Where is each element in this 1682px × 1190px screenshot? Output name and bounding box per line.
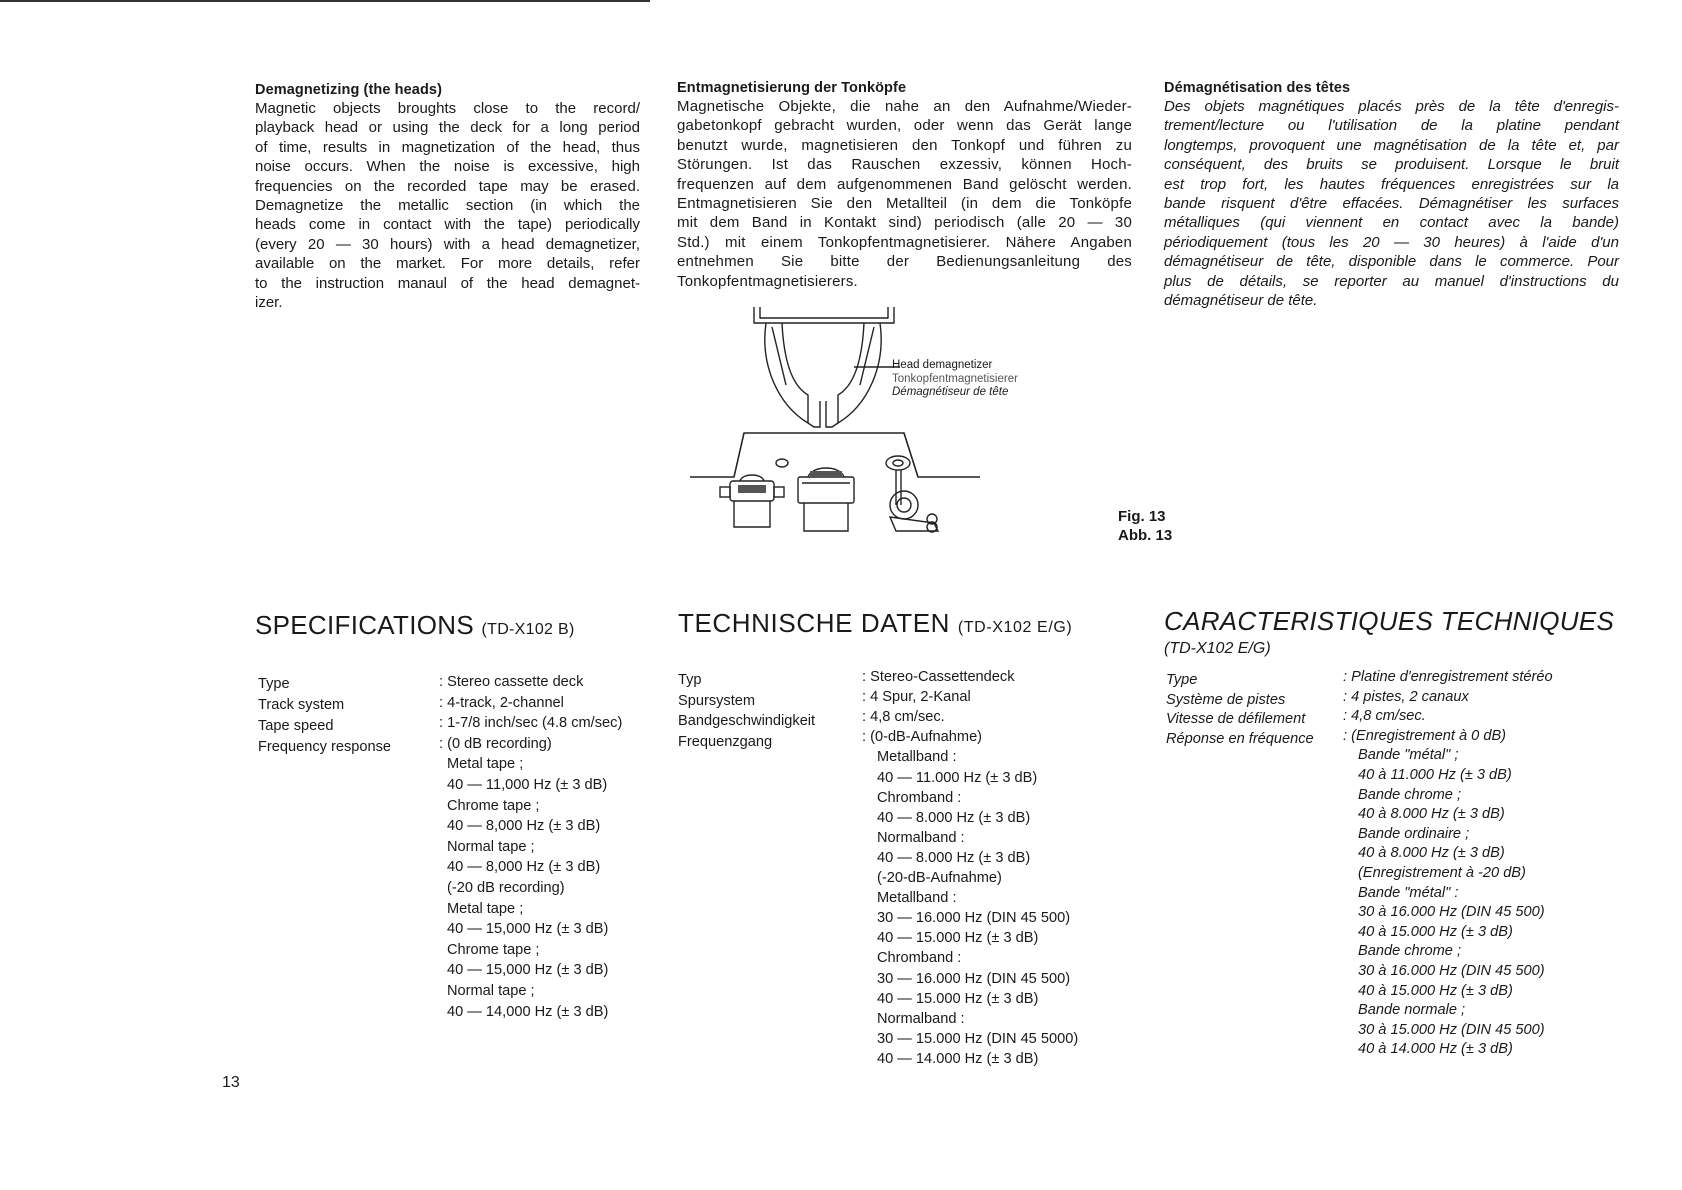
- demag-en-text: [255, 99, 640, 312]
- specs-de-model: (TD-X102 E/G): [957, 619, 1073, 636]
- spec-row: (Enregistrement à -20 dB): [1358, 865, 1526, 881]
- specs-en-model: (TD-X102 B): [481, 621, 575, 638]
- spec-row: Metal tape ;: [447, 900, 524, 917]
- spec-row: 40 à 14.000 Hz (± 3 dB): [1358, 1041, 1513, 1058]
- spec-row: : 1-7/8 inch/sec (4.8 cm/sec): [439, 715, 623, 732]
- paragraph-line: frequenzen auf dem aufgenommenen Band gelöscht werden.: [677, 175, 1132, 193]
- spec-row: 40 à 15.000 Hz (± 3 dB): [1358, 923, 1513, 940]
- spec-row: : (0-dB-Aufnahme): [862, 729, 983, 746]
- spec-row: 40 — 14.000 Hz (± 3 dB): [877, 1050, 1039, 1067]
- spec-row: 40 à 8.000 Hz (± 3 dB): [1358, 845, 1505, 862]
- spec-row: Vitesse de défilement: [1166, 711, 1306, 728]
- paragraph-line: gabetonkopf gebracht wurden, oder wenn das Gerät lange: [677, 117, 1132, 135]
- paragraph-line: Std.) mit einem Tonkopfentmagnetisierer. Nähere Angaben: [677, 233, 1132, 251]
- spec-row: Frequency response: [258, 739, 392, 755]
- spec-row: (-20-dB-Aufnahme): [877, 870, 1002, 886]
- paragraph-line: mit dem Band in Kontakt sind) periodisch (alle 20 — 30: [677, 214, 1132, 232]
- paragraph-line: Des objets magnétiques placés près de la tête d'enregis-: [1164, 98, 1619, 115]
- figure-caption-fig: Fig. 13: [1118, 508, 1166, 525]
- spec-row: : 4,8 cm/sec.: [1343, 708, 1426, 725]
- paragraph-line: métalliques (qui viennent en contact avec la bande): [1164, 214, 1619, 232]
- paragraph-line: izer.: [255, 294, 283, 312]
- spec-row: : 4 Spur, 2-Kanal: [862, 689, 971, 706]
- spec-row: : 4 pistes, 2 canaux: [1343, 688, 1469, 705]
- spec-row: Type: [258, 676, 290, 692]
- paragraph-line: benutzt wurde, magnetisieren den Tonkopf und führen zu: [677, 136, 1132, 154]
- spec-row: : 4,8 cm/sec.: [862, 709, 945, 726]
- paragraph-line: entnehmen Sie bitte der Bedienungsanleitung des: [677, 253, 1132, 271]
- spec-row: Bande chrome ;: [1358, 786, 1462, 803]
- spec-row: 30 à 16.000 Hz (DIN 45 500): [1358, 963, 1545, 979]
- spec-row: Bande ordinaire ;: [1358, 825, 1470, 842]
- spec-row: : 4-track, 2-channel: [439, 694, 564, 711]
- spec-row: 40 à 15.000 Hz (± 3 dB): [1358, 982, 1513, 999]
- spec-row: 30 à 15.000 Hz (DIN 45 500): [1358, 1021, 1545, 1038]
- paragraph-line: trement/lecture ou l'utilisation de la platine pendant: [1164, 117, 1619, 135]
- paragraph-line: conséquent, des bruits se produisent. Lorsque le bruit: [1164, 156, 1619, 174]
- demag-de-section: [677, 80, 1132, 291]
- demag-fr-section: [1164, 80, 1619, 310]
- specs-fr-model: (TD-X102 E/G): [1164, 640, 1271, 657]
- spec-row: 40 — 15,000 Hz (± 3 dB): [447, 962, 609, 979]
- paragraph-line: noise occurs. When the noise is excessive, high: [255, 158, 640, 176]
- specs-en-title: [255, 610, 575, 641]
- spec-row: Type: [1166, 672, 1198, 688]
- spec-row: : (Enregistrement à 0 dB): [1343, 727, 1507, 744]
- spec-row: 40 — 8.000 Hz (± 3 dB): [877, 849, 1031, 866]
- demag-de-text: [677, 97, 1132, 291]
- spec-row: Normalband :: [877, 1010, 965, 1027]
- spec-row: 40 — 8,000 Hz (± 3 dB): [447, 859, 601, 876]
- spec-row: : (0 dB recording): [439, 735, 552, 752]
- spec-row: 40 — 8.000 Hz (± 3 dB): [877, 809, 1031, 826]
- specs-en-title-text: SPECIFICATIONS: [255, 610, 474, 640]
- paragraph-line: démagnétiseur de tête.: [1164, 292, 1318, 310]
- spec-row: 40 — 15.000 Hz (± 3 dB): [877, 990, 1039, 1007]
- spec-row: 40 à 8.000 Hz (± 3 dB): [1358, 806, 1505, 823]
- paragraph-line: (every 20 — 30 hours) with a head demagnetizer,: [255, 235, 640, 253]
- spec-row: 40 — 8,000 Hz (± 3 dB): [447, 818, 601, 835]
- paragraph-line: to the instruction manaul of the head demagnet-: [255, 274, 640, 292]
- specs-de-title-text: TECHNISCHE DATEN: [678, 608, 951, 638]
- demag-de-heading: Entmagnetisierung der Tonköpfe: [677, 80, 907, 96]
- spec-row: : Platine d'enregistrement stéréo: [1343, 669, 1553, 685]
- spec-row: 40 — 15,000 Hz (± 3 dB): [447, 921, 609, 938]
- paragraph-line: Demagnetize the metallic section (in which the: [255, 197, 640, 215]
- spec-row: Normalband :: [877, 829, 965, 846]
- demag-en-heading: Demagnetizing (the heads): [255, 82, 442, 98]
- specs-fr-title: CARACTERISTIQUES TECHNIQUES: [1164, 606, 1615, 636]
- paragraph-line: démagnétiseur de tête, disponible dans le commerce. Pour: [1164, 253, 1619, 271]
- spec-row: Bande "métal" :: [1358, 884, 1459, 901]
- spec-row: Chrome tape ;: [447, 797, 540, 814]
- paragraph-line: frequencies on the recorded tape may be erased.: [255, 177, 640, 195]
- paragraph-line: of time, results in magnetization of the head, thus: [255, 138, 640, 156]
- spec-row: 40 — 15.000 Hz (± 3 dB): [877, 930, 1039, 947]
- paragraph-line: bande risquent d'être effacées. Démagnétiser les surfaces: [1164, 195, 1619, 213]
- paragraph-line: périodiquement (tous les 20 — 30 heures) à l'aide d'un: [1164, 233, 1619, 251]
- demag-fr-heading: Démagnétisation des têtes: [1164, 80, 1351, 96]
- spec-row: 40 — 14,000 Hz (± 3 dB): [447, 1003, 609, 1020]
- spec-row: Typ: [678, 672, 702, 688]
- figure-label-de: Tonkopfentmagnetisierer: [892, 373, 1018, 385]
- page-number: 13: [222, 1074, 240, 1091]
- spec-row: Chrome tape ;: [447, 941, 540, 958]
- spec-row: 30 — 16.000 Hz (DIN 45 500): [877, 970, 1071, 987]
- spec-row: Normal tape ;: [447, 983, 535, 999]
- spec-row: Réponse en fréquence: [1166, 731, 1314, 748]
- paragraph-line: Magnetic objects broughts close to the record/: [255, 100, 640, 117]
- spec-row: : Stereo cassette deck: [439, 674, 584, 690]
- paragraph-line: longtemps, provoquent une magnétisation de la tête et, par: [1164, 136, 1619, 154]
- figure-label-en: Head demagnetizer: [892, 359, 993, 371]
- spec-row: 30 à 16.000 Hz (DIN 45 500): [1358, 904, 1545, 921]
- spec-row: Bande "métal" ;: [1358, 747, 1459, 764]
- paragraph-line: heads come in contact with the tape) periodically: [255, 216, 640, 234]
- paragraph-line: Störungen. Ist das Rauschen exzessiv, können Hoch-: [677, 156, 1132, 174]
- spec-row: Système de pistes: [1166, 691, 1286, 708]
- spec-row: Bandgeschwindigkeit: [678, 713, 816, 729]
- spec-row: 40 — 11,000 Hz (± 3 dB): [447, 777, 608, 793]
- head-demagnetizer-figure: [690, 305, 993, 545]
- spec-row: Spursystem: [678, 692, 756, 709]
- spec-row: Metallband :: [877, 749, 957, 766]
- paragraph-line: plus de détails, se reporter au manuel d'instructions du: [1164, 272, 1619, 290]
- demag-fr-text: [1164, 97, 1619, 310]
- spec-row: 40 — 11.000 Hz (± 3 dB): [877, 769, 1038, 786]
- spec-row: Metallband :: [877, 890, 957, 907]
- spec-row: Metal tape ;: [447, 756, 524, 773]
- paragraph-line: Tonkopfentmagnetisierers.: [677, 272, 858, 290]
- spec-row: 40 à 11.000 Hz (± 3 dB): [1358, 767, 1512, 783]
- paragraph-line: est trop fort, les hautes fréquences enregistrées sur la: [1164, 175, 1619, 193]
- spec-row: Tape speed: [258, 718, 334, 734]
- spec-row: Bande chrome ;: [1358, 943, 1462, 960]
- spec-row: Track system: [258, 697, 345, 713]
- paragraph-line: Magnetische Objekte, die nahe an den Aufnahme/Wieder-: [677, 98, 1132, 115]
- spec-row: 30 — 16.000 Hz (DIN 45 500): [877, 910, 1071, 927]
- spec-row: 30 — 15.000 Hz (DIN 45 5000): [877, 1030, 1079, 1047]
- scan-top-edge: [0, 0, 650, 2]
- paragraph-line: playback head or using the deck for a long period: [255, 119, 640, 137]
- spec-row: (-20 dB recording): [447, 880, 565, 896]
- spec-row: Frequenzgang: [678, 733, 773, 750]
- demag-en-section: [255, 82, 640, 312]
- spec-row: Normal tape ;: [447, 838, 535, 855]
- spec-row: Chromband :: [877, 950, 962, 967]
- spec-row: Bande normale ;: [1358, 1002, 1466, 1019]
- paragraph-line: available on the market. For more details, refer: [255, 255, 640, 273]
- figure-label-fr: Démagnétiseur de tête: [892, 386, 1009, 398]
- specs-de-title: [678, 608, 1072, 639]
- paragraph-line: Entmagnetisieren Sie den Metallteil (in dem die Tonköpfe: [677, 195, 1132, 213]
- figure-caption-abb: Abb. 13: [1118, 527, 1173, 544]
- spec-row: : Stereo-Cassettendeck: [862, 669, 1015, 685]
- spec-row: Chromband :: [877, 789, 962, 806]
